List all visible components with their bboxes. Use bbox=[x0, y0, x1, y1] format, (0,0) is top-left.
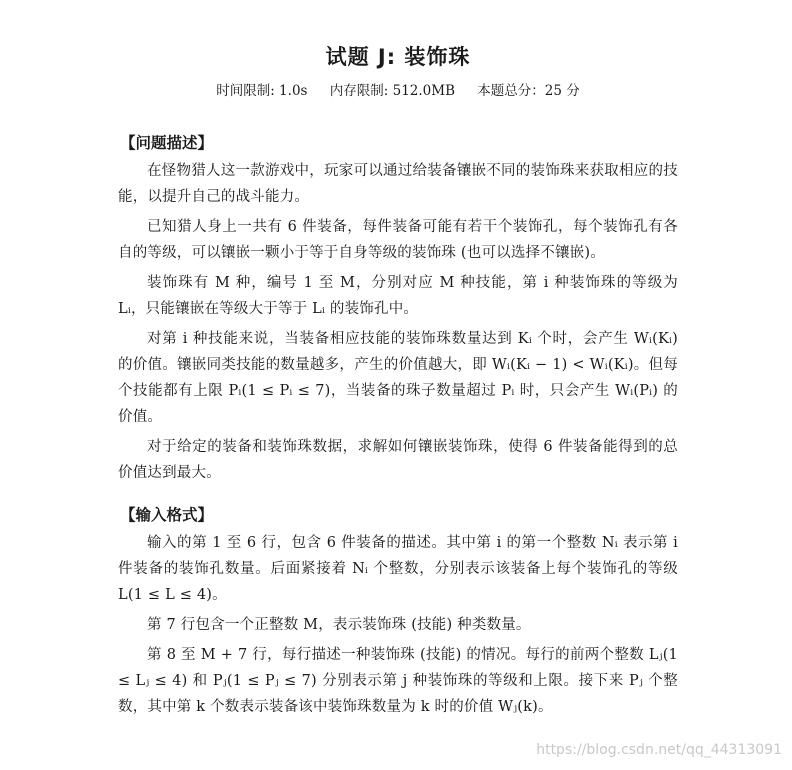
description-paragraph-2: 已知猎人身上一共有 6 件装备，每件装备可能有若干个装饰孔，每个装饰孔有各自的等级，可以镶嵌一颗小于等于自身等级的装饰珠 (也可以选择不镶嵌)。 bbox=[118, 219, 678, 261]
input-paragraph-1: 输入的第 1 至 6 行，包含 6 件装备的描述。其中第 i 的第一个整数 Nᵢ 表示第 i 件装备的装饰孔数量。后面紧接着 Nᵢ 个整数，分别表示该装备上每个装饰孔的等级 L(1 ≤ L ≤ 4)。 bbox=[118, 535, 678, 603]
description-paragraph-4: 对第 i 种技能来说，当装备相应技能的装饰珠数量达到 Kᵢ 个时，会产生 Wᵢ(Kᵢ) 的价值。镶嵌同类技能的数量越多，产生的价值越大，即 Wᵢ(Kᵢ − 1) < Wᵢ(Kᵢ)。但每个技能都有上限 Pᵢ(1 ≤ Pᵢ ≤ 7)，当装备的珠子数量超过 Pᵢ 时，只会产生 Wᵢ(Pᵢ) 的价值。 bbox=[118, 331, 678, 425]
input-paragraph-2: 第 7 行包含一个正整数 M，表示装饰珠 (技能) 种类数量。 bbox=[147, 617, 531, 633]
watermark-url: https://blog.csdn.net/qq_44313091 bbox=[536, 742, 782, 758]
section-heading-input-format: 【输入格式】 bbox=[120, 506, 214, 524]
description-paragraph-3: 装饰珠有 M 种，编号 1 至 M，分别对应 M 种技能，第 i 种装饰珠的等级为 Lᵢ，只能镶嵌在等级大于等于 Lᵢ 的装饰孔中。 bbox=[118, 275, 678, 317]
section-heading-description: 【问题描述】 bbox=[120, 134, 214, 152]
problem-meta bbox=[118, 80, 678, 102]
problem-title: 试题 J: 装饰珠 bbox=[325, 45, 471, 69]
description-paragraph-1: 在怪物猎人这一款游戏中，玩家可以通过给装备镶嵌不同的装饰珠来获取相应的技能，以提升自己的战斗能力。 bbox=[118, 163, 678, 205]
total-score: 本题总分：25 分 bbox=[477, 83, 580, 99]
time-limit: 时间限制: 1.0s bbox=[216, 83, 308, 99]
problem-page bbox=[118, 40, 678, 724]
description-paragraph-5: 对于给定的装备和装饰珠数据，求解如何镶嵌装饰珠，使得 6 件装备能得到的总价值达到最大。 bbox=[118, 439, 678, 481]
memory-limit: 内存限制: 512.0MB bbox=[329, 83, 455, 99]
input-paragraph-3: 第 8 至 M + 7 行，每行描述一种装饰珠 (技能) 的情况。每行的前两个整数 Lⱼ(1 ≤ Lⱼ ≤ 4) 和 Pⱼ(1 ≤ Pⱼ ≤ 7) 分别表示第 j 种装饰珠的等级和上限。接下来 Pⱼ 个整数，其中第 k 个数表示装备该中装饰珠数量为 k 时的价值 Wⱼ(k)。 bbox=[118, 647, 678, 715]
